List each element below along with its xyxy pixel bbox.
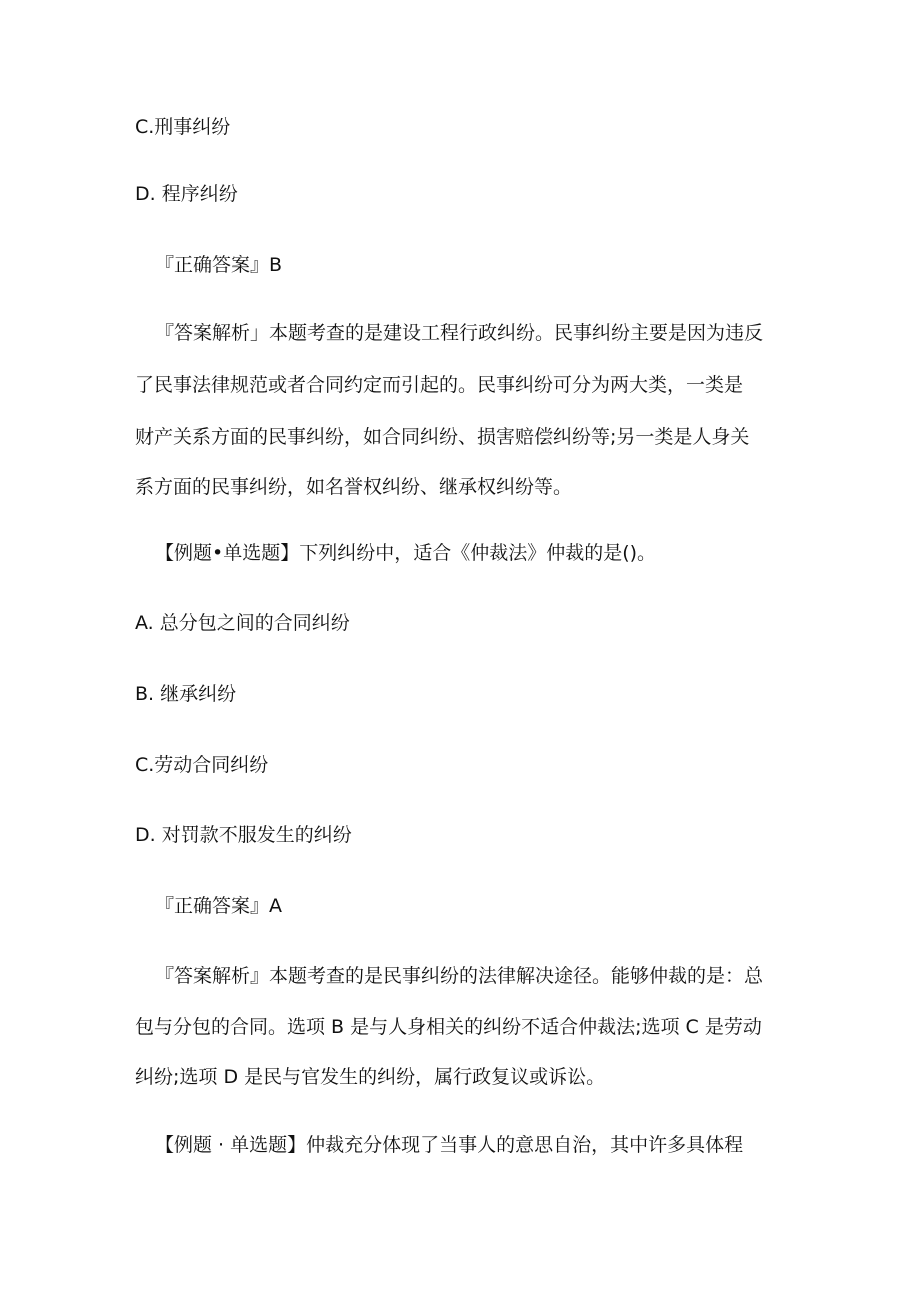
- q2-analysis-line-3: 纠纷;选项 D 是民与官发生的纠纷，属行政复议或诉讼。: [135, 1066, 606, 1088]
- q2-option-a: A. 总分包之间的合同纠纷: [135, 612, 350, 634]
- q1-option-d: D. 程序纠纷: [135, 183, 238, 205]
- q2-option-c: C.劳动合同纠纷: [135, 754, 269, 776]
- q1-answer: 『正确答案』B: [155, 254, 283, 276]
- q2-stem: 【例题•单选题】下列纠纷中，适合《仲裁法》仲裁的是()。: [155, 542, 657, 564]
- q1-analysis-line-1: 『答案解析」本题考查的是建设工程行政纠纷。民事纠纷主要是因为违反: [155, 322, 764, 344]
- q1-analysis-line-3: 财产关系方面的民事纠纷，如合同纠纷、损害赔偿纠纷等;另一类是人身关: [135, 426, 750, 448]
- q2-analysis-line-1: 『答案解析』本题考查的是民事纠纷的法律解决途径。能够仲裁的是：总: [155, 965, 764, 987]
- q2-option-d: D. 对罚款不服发生的纠纷: [135, 824, 352, 846]
- q3-stem: 【例题 · 单选题】仲裁充分体现了当事人的意思自治，其中许多具体程: [155, 1134, 744, 1156]
- q1-option-c: C.刑事纠纷: [135, 116, 231, 138]
- q2-analysis-line-2: 包与分包的合同。选项 B 是与人身相关的纠纷不适合仲裁法;选项 C 是劳动: [135, 1016, 762, 1038]
- q2-answer: 『正确答案』A: [155, 895, 282, 917]
- q1-analysis-line-2: 了民事法律规范或者合同约定而引起的。民事纠纷可分为两大类，一类是: [135, 374, 744, 396]
- q1-analysis-line-4: 系方面的民事纠纷，如名誉权纠纷、继承权纠纷等。: [135, 476, 573, 498]
- q2-option-b: B. 继承纠纷: [135, 683, 237, 705]
